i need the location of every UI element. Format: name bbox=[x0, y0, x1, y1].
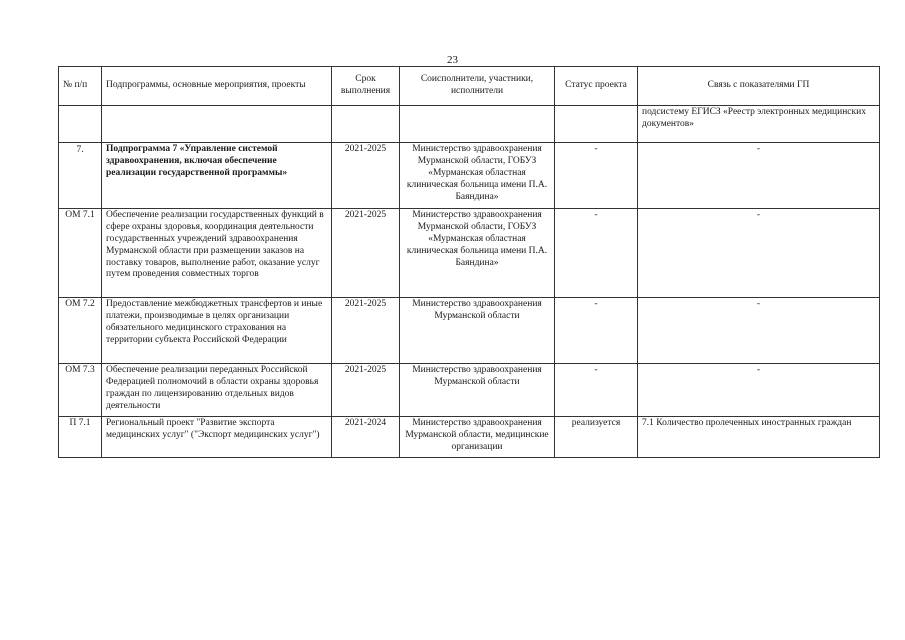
cell-status: - bbox=[555, 209, 638, 298]
cell-status: - bbox=[555, 143, 638, 209]
table-row bbox=[59, 417, 880, 458]
cell-status: - bbox=[555, 364, 638, 417]
table-header-row bbox=[59, 67, 880, 106]
cell-link: - bbox=[638, 143, 880, 209]
cell-num: ОМ 7.3 bbox=[59, 364, 102, 417]
cell-link: подсистему ЕГИСЗ «Реестр электронных медицинских документов» bbox=[638, 106, 880, 143]
cell-link: 7.1 Количество пролеченных иностранных граждан bbox=[638, 417, 880, 458]
cell-num: ОМ 7.2 bbox=[59, 298, 102, 364]
cell-executors: Министерство здравоохранения Мурманской области, ГОБУЗ «Мурманская областная клиническая больница имени П.А. Баяндина» bbox=[400, 209, 555, 298]
cell-link: - bbox=[638, 209, 880, 298]
cell-num bbox=[59, 106, 102, 143]
cell-name: Подпрограмма 7 «Управление системой здравоохранения, включая обеспечение реализации государственной программы» bbox=[102, 143, 332, 209]
table-row bbox=[59, 298, 880, 364]
cell-link: - bbox=[638, 298, 880, 364]
cell-status: реализуется bbox=[555, 417, 638, 458]
header-link: Связь с показателями ГП bbox=[638, 67, 880, 106]
header-period: Срок выполнения bbox=[332, 67, 400, 106]
cell-name: Предоставление межбюджетных трансфертов и иные платежи, производимые в целях организации обязательного медицинского страхования на территории субъекта Российской Федерации bbox=[102, 298, 332, 364]
cell-status: - bbox=[555, 298, 638, 364]
cell-period: 2021-2025 bbox=[332, 298, 400, 364]
cell-num: П 7.1 bbox=[59, 417, 102, 458]
cell-executors: Министерство здравоохранения Мурманской области, медицинские организации bbox=[400, 417, 555, 458]
cell-name bbox=[102, 106, 332, 143]
table-row bbox=[59, 209, 880, 298]
cell-executors: Министерство здравоохранения Мурманской области bbox=[400, 298, 555, 364]
table-row bbox=[59, 364, 880, 417]
cell-period: 2021-2025 bbox=[332, 143, 400, 209]
header-name: Подпрограммы, основные мероприятия, проекты bbox=[102, 67, 332, 106]
cell-num: ОМ 7.1 bbox=[59, 209, 102, 298]
cell-link: - bbox=[638, 364, 880, 417]
cell-executors: Министерство здравоохранения Мурманской области, ГОБУЗ «Мурманская областная клиническая больница имени П.А. Баяндина» bbox=[400, 143, 555, 209]
page-number: 23 bbox=[447, 54, 458, 66]
cell-period bbox=[332, 106, 400, 143]
cell-name: Обеспечение реализации государственных функций в сфере охраны здоровья, координация деятельности государственных учреждений здравоохранения Мурманской области при размещении заказов на поставку товаров, выполнение работ, оказание услуг путем проведения совместных торгов bbox=[102, 209, 332, 298]
cell-name: Региональный проект "Развитие экспорта медицинских услуг" ("Экспорт медицинских услуг") bbox=[102, 417, 332, 458]
cell-num: 7. bbox=[59, 143, 102, 209]
cell-executors bbox=[400, 106, 555, 143]
header-num: № п/п bbox=[59, 67, 102, 106]
cell-period: 2021-2024 bbox=[332, 417, 400, 458]
table-row bbox=[59, 143, 880, 209]
header-status: Статус проекта bbox=[555, 67, 638, 106]
program-table bbox=[58, 66, 880, 458]
cell-period: 2021-2025 bbox=[332, 209, 400, 298]
cell-executors: Министерство здравоохранения Мурманской области bbox=[400, 364, 555, 417]
cell-name: Обеспечение реализации переданных Российской Федерацией полномочий в области охраны здоровья граждан по лицензированию отдельных видов деятельности bbox=[102, 364, 332, 417]
cell-status bbox=[555, 106, 638, 143]
table-row bbox=[59, 106, 880, 143]
cell-period: 2021-2025 bbox=[332, 364, 400, 417]
header-executors: Соисполнители, участники, исполнители bbox=[400, 67, 555, 106]
